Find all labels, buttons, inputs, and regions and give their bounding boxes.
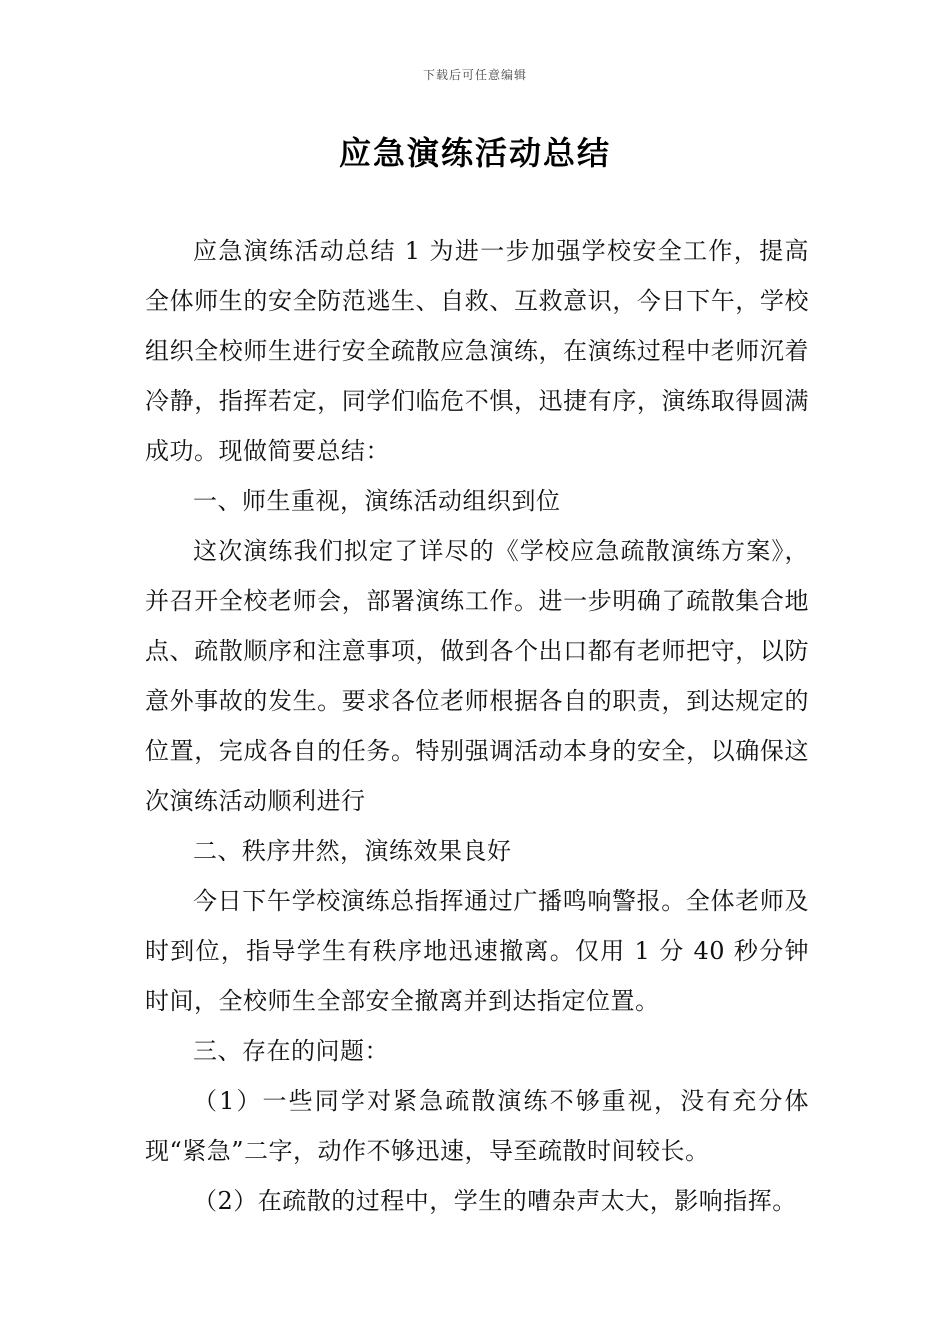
paragraph-section-2: 今日下午学校演练总指挥通过广播鸣响警报。全体老师及时到位，指导学生有秩序地迅速撤离。仅用 1 分 40 秒分钟时间，全校师生全部安全撤离并到达指定位置。 bbox=[145, 887, 809, 1015]
section-heading-3: 三、存在的问题： bbox=[193, 1037, 389, 1065]
problem-item-2: （2）在疏散的过程中，学生的嘈杂声太大，影响指挥。 bbox=[193, 1187, 797, 1215]
section-heading-1: 一、师生重视，演练活动组织到位 bbox=[193, 487, 561, 515]
section-heading-2: 二、秩序井然，演练效果良好 bbox=[193, 837, 512, 865]
paragraph-intro: 应急演练活动总结 1 为进一步加强学校安全工作，提高全体师生的安全防范逃生、自救、互救意识，今日下午，学校组织全校师生进行安全疏散应急演练，在演练过程中老师沉着冷静，指挥若定，同学们临危不惧，迅捷有序，演练取得圆满成功。现做简要总结： bbox=[145, 237, 809, 465]
document-body bbox=[145, 226, 809, 1226]
header-note: 下载后可任意编辑 bbox=[422, 68, 527, 82]
paragraph-section-1: 这次演练我们拟定了详尽的《学校应急疏散演练方案》，并召开全校老师会，部署演练工作。进一步明确了疏散集合地点、疏散顺序和注意事项，做到各个出口都有老师把守，以防意外事故的发生。要求各位老师根据各自的职责，到达规定的位置，完成各自的任务。特别强调活动本身的安全，以确保这次演练活动顺利进行 bbox=[145, 537, 809, 815]
document-title: 应急演练活动总结 bbox=[338, 134, 611, 172]
problem-item-1: （1）一些同学对紧急疏散演练不够重视，没有充分体现“紧急”二字，动作不够迅速，导至疏散时间较长。 bbox=[145, 1087, 809, 1165]
